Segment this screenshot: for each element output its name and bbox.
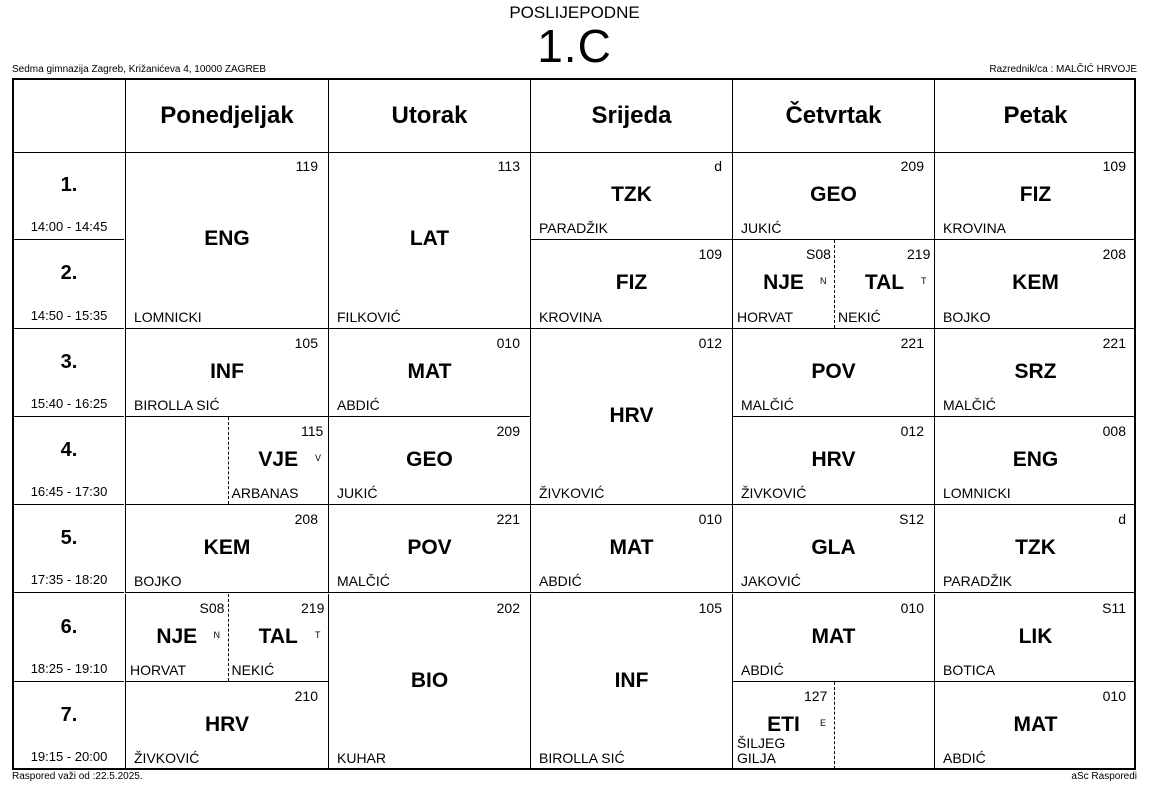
teacher-name: ABDIĆ [539, 573, 582, 590]
room-number: 202 [496, 599, 520, 616]
room-number: 210 [294, 687, 318, 704]
room-number: 209 [496, 422, 520, 439]
teacher-name: ARBANAS [231, 485, 299, 502]
subject-name: LIK [1018, 624, 1053, 648]
lesson-cell [125, 505, 328, 593]
room-number: 109 [698, 246, 722, 263]
school-address: Sedma gimnazija Zagreb, Križanićeva 4, 10000 ZAGREB [12, 64, 267, 75]
day-header-2: Utorak [328, 80, 530, 152]
day-header-1: Ponedjeljak [125, 80, 328, 152]
teacher-name: ABDIĆ [943, 750, 986, 767]
teacher-name: ŠILJEG GILJA [737, 735, 786, 767]
room-number: 219 [301, 599, 325, 616]
teacher-name: KROVINA [539, 308, 603, 325]
teacher-name: JUKIĆ [741, 220, 782, 237]
teacher-name: KROVINA [943, 220, 1007, 237]
teacher-name: ŽIVKOVIĆ [134, 750, 200, 767]
subject-name: MAT [609, 536, 654, 560]
room-number: 113 [497, 158, 520, 174]
room-number: 010 [900, 599, 924, 616]
teacher-name: ABDIĆ [741, 661, 784, 678]
period-time: 16:45 - 17:30 [30, 484, 108, 500]
lesson-cell [530, 329, 732, 506]
room-number: 008 [1102, 422, 1126, 439]
subject-name: INF [210, 359, 244, 383]
subject-name: ENG [1012, 448, 1059, 472]
teacher-name: ŽIVKOVIĆ [741, 485, 807, 502]
subject-name: ETI [767, 712, 800, 736]
class-teacher: Razrednik/ca : MALČIĆ HRVOJE [989, 64, 1137, 75]
period-cell [14, 240, 124, 328]
group-marker: N [820, 276, 827, 287]
subject-name: GLA [811, 536, 856, 560]
period-cell [14, 417, 124, 505]
lesson-cell [934, 682, 1136, 770]
room-number: 010 [698, 511, 722, 528]
lesson-cell [732, 682, 934, 770]
lesson-cell [125, 152, 328, 329]
period-number: 3. [60, 350, 78, 373]
lesson-cell [934, 505, 1136, 593]
room-number: 012 [698, 334, 722, 351]
generator-credit: aSc Rasporedi [1071, 771, 1137, 782]
lesson-cell [328, 505, 530, 593]
lesson-cell [125, 594, 328, 682]
class-name: 1.C [537, 20, 612, 72]
subject-name: GEO [406, 448, 453, 472]
period-time: 14:50 - 15:35 [30, 307, 108, 323]
period-time: 19:15 - 20:00 [30, 749, 108, 765]
period-number: 6. [60, 615, 78, 638]
room-number: 221 [900, 334, 924, 351]
subject-name: VJE [258, 448, 299, 472]
lesson-cell [328, 152, 530, 329]
lesson-cell [732, 417, 934, 505]
room-number: 010 [1102, 687, 1126, 704]
teacher-name: JAKOVIĆ [741, 573, 801, 590]
lesson-cell [934, 240, 1136, 328]
teacher-name: HORVAT [130, 661, 187, 678]
teacher-name: MALČIĆ [741, 396, 794, 413]
subject-name: HRV [811, 448, 856, 472]
teacher-name: NEKIĆ [231, 661, 275, 678]
period-number: 1. [60, 174, 78, 196]
room-number: d [1118, 511, 1126, 528]
period-time: 18:25 - 19:10 [30, 660, 108, 676]
lesson-cell [328, 329, 530, 417]
room-number: 208 [294, 511, 318, 528]
room-number: S11 [1102, 599, 1126, 616]
period-cell [14, 505, 124, 593]
group-marker: N [213, 629, 220, 640]
day-header-4: Četvrtak [732, 80, 934, 152]
day-header-3: Srijeda [530, 80, 732, 152]
period-cell [14, 152, 124, 240]
teacher-name: NEKIĆ [838, 308, 881, 325]
subject-name: MAT [407, 359, 452, 383]
room-number: S08 [199, 599, 225, 616]
subject-name: SRZ [1014, 359, 1057, 383]
lesson-cell [328, 594, 530, 771]
teacher-name: JUKIĆ [337, 485, 378, 502]
teacher-name: MALČIĆ [337, 573, 390, 590]
subject-name: BIO [410, 668, 449, 692]
lesson-cell [125, 417, 328, 505]
period-time: 15:40 - 16:25 [30, 395, 108, 411]
lesson-cell [732, 152, 934, 240]
group-marker: T [315, 629, 321, 640]
subject-name: HRV [205, 712, 249, 736]
subject-name: HRV [609, 403, 654, 427]
lesson-cell [934, 417, 1136, 505]
subject-name: ENG [204, 227, 250, 251]
subject-name: TZK [1015, 536, 1056, 560]
lesson-cell [530, 240, 732, 328]
split-divider [834, 682, 835, 769]
room-number: 105 [294, 334, 318, 351]
teacher-name: BOTICA [943, 661, 996, 678]
subject-name: MAT [1013, 712, 1058, 736]
period-time: 17:35 - 18:20 [30, 572, 108, 588]
lesson-cell [530, 594, 732, 771]
lesson-cell [934, 152, 1136, 240]
room-number: 219 [907, 246, 931, 263]
subject-name: FIZ [615, 271, 648, 295]
lesson-cell [328, 417, 530, 505]
group-marker: T [921, 276, 927, 287]
room-number: 115 [301, 422, 324, 439]
lesson-cell [732, 329, 934, 417]
period-number: 4. [60, 438, 78, 461]
group-marker: E [820, 717, 827, 728]
teacher-name: PARADŽIK [943, 573, 1012, 590]
lesson-cell [934, 329, 1136, 417]
lesson-cell [530, 152, 732, 240]
period-cell [14, 329, 124, 417]
lesson-cell [732, 594, 934, 682]
period-number: 5. [60, 527, 78, 550]
teacher-name: HORVAT [737, 308, 794, 325]
subject-name: NJE [156, 624, 198, 648]
teacher-name: ŽIVKOVIĆ [539, 485, 605, 502]
room-number: 221 [1102, 334, 1126, 351]
room-number: 109 [1102, 158, 1126, 174]
teacher-name: FILKOVIĆ [337, 308, 401, 325]
day-header-5: Petak [934, 80, 1136, 152]
room-number: 221 [496, 511, 520, 528]
room-number: d [714, 158, 722, 174]
subject-name: INF [614, 668, 649, 692]
teacher-name: LOMNICKI [943, 485, 1011, 502]
subject-name: TZK [611, 183, 652, 207]
lesson-cell [934, 594, 1136, 682]
subject-name: TAL [258, 624, 298, 648]
room-number: 209 [900, 158, 924, 174]
subject-name: KEM [1012, 271, 1059, 295]
teacher-name: BIROLLA SIĆ [539, 750, 625, 767]
room-number: 208 [1102, 246, 1126, 263]
lesson-cell [125, 682, 328, 770]
teacher-name: PARADŽIK [539, 220, 608, 237]
teacher-name: ABDIĆ [337, 396, 380, 413]
timetable-grid [12, 78, 1136, 770]
subject-name: POV [811, 359, 856, 383]
teacher-name: KUHAR [337, 750, 387, 767]
room-number: S08 [806, 246, 831, 263]
lesson-cell [732, 505, 934, 593]
room-number: 127 [804, 687, 828, 704]
teacher-name: BOJKO [943, 308, 991, 325]
subject-name: KEM [203, 536, 251, 560]
teacher-name: BOJKO [134, 573, 182, 590]
room-number: S12 [899, 511, 924, 528]
period-number: 7. [60, 703, 78, 726]
room-number: 105 [698, 599, 722, 616]
subject-name: TAL [864, 271, 905, 295]
room-number: 119 [295, 158, 318, 174]
teacher-name: BIROLLA SIĆ [134, 396, 220, 413]
subject-name: MAT [811, 624, 856, 648]
teacher-name: LOMNICKI [134, 308, 202, 325]
room-number: 010 [496, 334, 520, 351]
lesson-cell [530, 505, 732, 593]
period-time: 14:00 - 14:45 [30, 219, 108, 235]
subject-name: FIZ [1019, 183, 1052, 207]
subject-name: LAT [409, 227, 450, 251]
teacher-name: MALČIĆ [943, 396, 996, 413]
lesson-cell [125, 329, 328, 417]
subject-name: NJE [763, 271, 804, 295]
group-marker: V [315, 453, 322, 464]
subject-name: GEO [810, 183, 857, 207]
shift-title: POSLIJEPODNE [509, 3, 640, 22]
lesson-cell [732, 240, 934, 328]
period-cell [14, 682, 124, 770]
period-number: 2. [60, 262, 78, 285]
valid-from: Raspored važi od :22.5.2025. [12, 771, 143, 782]
room-number: 012 [900, 422, 924, 439]
subject-name: POV [407, 536, 452, 560]
period-cell [14, 594, 124, 682]
